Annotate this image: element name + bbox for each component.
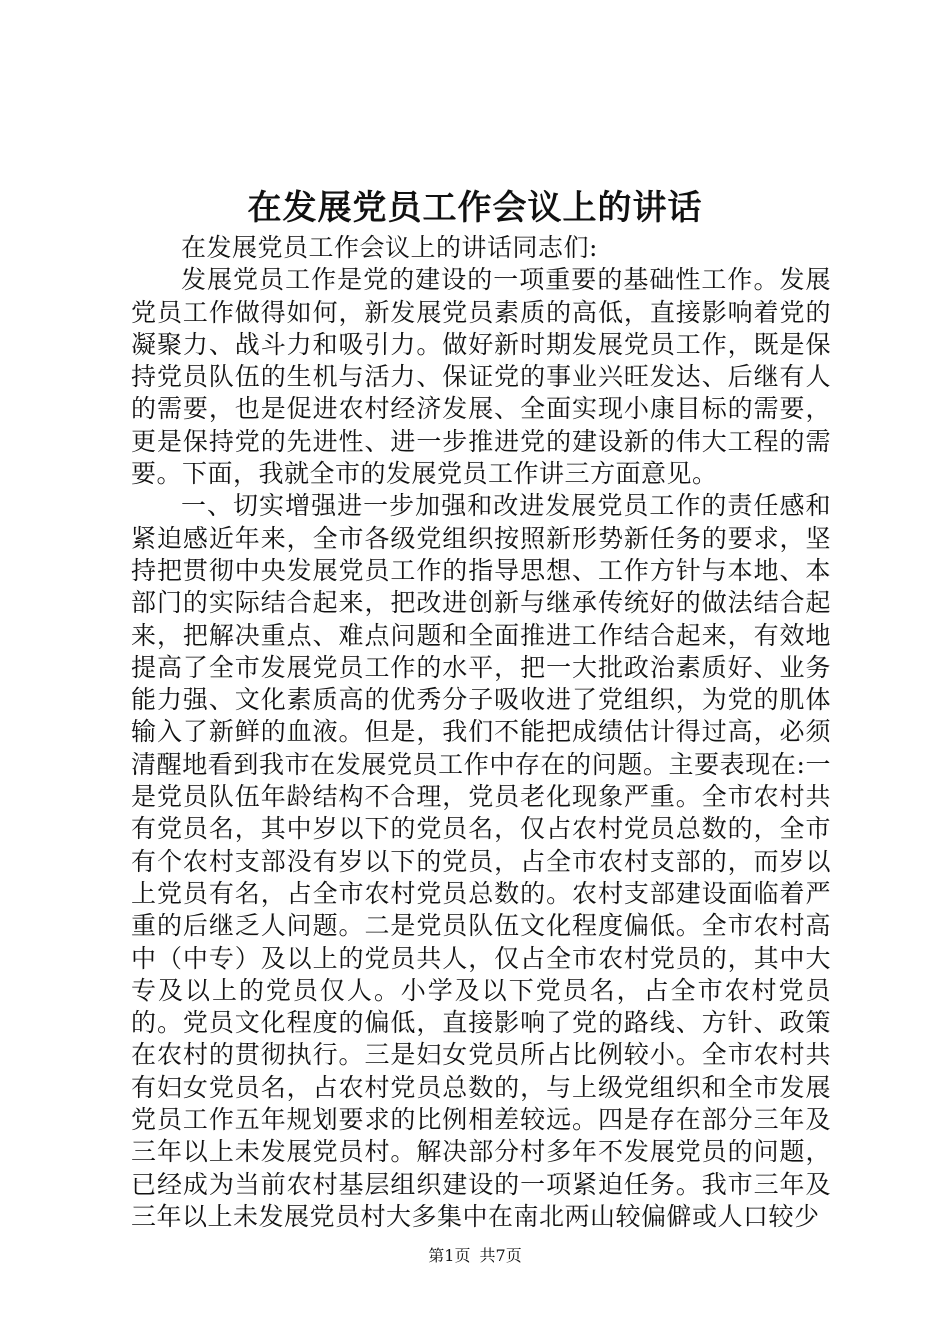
document-body <box>131 232 831 1233</box>
page-total: 共7页 <box>479 1246 522 1265</box>
paragraph-salutation: 在发展党员工作会议上的讲话同志们: <box>181 233 598 262</box>
document-title: 在发展党员工作会议上的讲话 <box>247 188 703 228</box>
page-footer <box>0 1244 950 1268</box>
page-number: 第1页 <box>428 1246 471 1265</box>
paragraph-intro: 发展党员工作是党的建设的一项重要的基础性工作。发展党员工作做得如何，新发展党员素质的高低，直接影响着党的凝聚力、战斗力和吸引力。做好新时期发展党员工作，既是保持党员队伍的生机与活力、保证党的事业兴旺发达、后继有人的需要，也是促进农村经济发展、全面实现小康目标的需要，更是保持党的先进性、进一步推进党的建设新的伟大工程的需要。下面，我就全市的发展党员工作讲三方面意见。 <box>131 265 831 489</box>
paragraph-section-one: 一、切实增强进一步加强和改进发展党员工作的责任感和紧迫感近年来，全市各级党组织按照新形势新任务的要求，坚持把贯彻中央发展党员工作的指导思想、工作方针与本地、本部门的实际结合起来，把改进创新与继承传统好的做法结合起来，把解决重点、难点问题和全面推进工作结合起来，有效地提高了全市发展党员工作的水平，把一大批政治素质好、业务能力强、文化素质高的优秀分子吸收进了党组织，为党的肌体输入了新鲜的血液。但是，我们不能把成绩估计得过高，必须清醒地看到我市在发展党员工作中存在的问题。主要表现在:一是党员队伍年龄结构不合理，党员老化现象严重。全市农村共有党员名，其中岁以下的党员名，仅占农村党员总数的，全市有个农村支部没有岁以下的党员，占全市农村支部的，而岁以上党员有名，占全市农村党员总数的。农村支部建设面临着严重的后继乏人问题。二是党员队伍文化程度偏低。全市农村高中（中专）及以上的党员共人，仅占全市农村党员的，其中大专及以上的党员仅人。小学及以下党员名，占全市农村党员的。党员文化程度的偏低，直接影响了党的路线、方针、政策在农村的贯彻执行。三是妇女党员所占比例较小。全市农村共有妇女党员名，占农村党员总数的，与上级党组织和全市发展党员工作五年规划要求的比例相差较远。四是存在部分三年及三年以上未发展党员村。解决部分村多年不发展党员的问题，已经成为当前农村基层组织建设的一项紧迫任务。我市三年及三年以上未发展党员村大多集中在南北两山较偏僻或人口较少 <box>131 491 831 1231</box>
